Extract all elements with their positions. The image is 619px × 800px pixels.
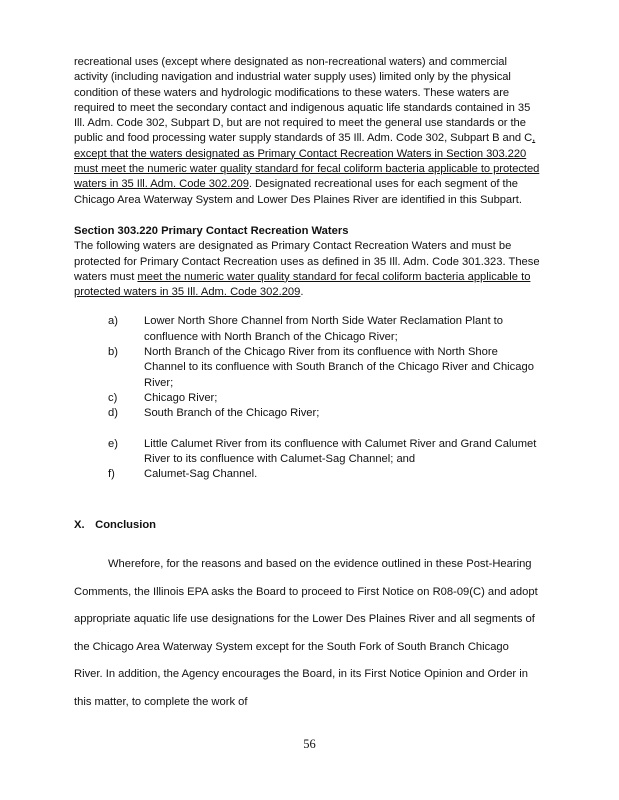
list-item xyxy=(74,406,540,421)
list-item-text: Chicago River; xyxy=(144,391,218,404)
section-text-1: The following waters are designated as Primary Contact Recreation Waters and must be protected for Primary Contact Recreation uses as defined in 35 Ill. Adm. Code 301.323. These waters must xyxy=(74,240,540,283)
list-item-text: Lower North Shore Channel from North Side Water Reclamation Plant to confluence with North Branch of the Chicago River; xyxy=(144,315,503,343)
list-item xyxy=(74,437,540,468)
page-number: 56 xyxy=(303,737,316,751)
intro-paragraph xyxy=(74,55,540,208)
intro-text-1: recreational uses (except where designated as non-recreational waters) and commercial activity (including navigation and industrial water supply uses) limited only by the physical condition of these waters and hydrologic modifications to these waters. These waters are required to meet the secondary contact and indigenous aquatic life standards contained in 35 Ill. Adm. Code 302, Subpart D, but are not required to meet the general use standards or the public and food processing water supply standards of 35 Ill. Adm. Code 302, Subpart B and C xyxy=(74,56,533,145)
waters-list xyxy=(74,314,540,482)
document-page xyxy=(74,55,540,716)
list-item-text: Calumet-Sag Channel. xyxy=(144,468,258,481)
list-item xyxy=(74,345,540,391)
intro-underlined-text: , except that the waters designated as Primary Contact Recreation Waters in Section 303.220 must meet the numeric water quality standard for fecal coliform bacteria applicable to protected waters in 35 Ill. Adm. Code 302.209 xyxy=(74,132,540,191)
section-paragraph xyxy=(74,239,540,300)
section-heading: Section 303.220 Primary Contact Recreation Waters xyxy=(74,224,349,237)
list-item xyxy=(74,467,540,482)
section-text-2: . xyxy=(300,286,304,299)
list-item-label: a) xyxy=(108,315,118,328)
list-item-label: d) xyxy=(108,407,118,420)
list-item-label: b) xyxy=(108,346,118,359)
list-item-label: f) xyxy=(108,468,115,481)
conclusion-number: X. xyxy=(74,519,85,532)
conclusion-paragraph: Wherefore, for the reasons and based on the evidence outlined in these Post-Hearing Comments, the Illinois EPA asks the Board to proceed to First Notice on R08-09(C) and adopt appropriate aquatic life use designations for the Lower Des Plaines River and all segments of the Chicago Area Waterway System except for the South Fork of South Branch Chicago River. In addition, the Agency encourages the Board, in its First Notice Opinion and Order in this matter, to complete the work of xyxy=(74,558,538,708)
list-item-text: North Branch of the Chicago River from its confluence with North Shore Channel to its confluence with South Branch of the Chicago River and Chicago River; xyxy=(144,346,534,389)
list-item-label: c) xyxy=(108,391,118,404)
section-underlined-text: meet the numeric water quality standard for fecal coliform bacteria applicable to protected waters in 35 Ill. Adm. Code 302.209 xyxy=(74,270,531,299)
list-item xyxy=(74,391,540,406)
list-item-label: e) xyxy=(108,437,118,450)
conclusion-title: Conclusion xyxy=(95,519,157,532)
list-item-text: Little Calumet River from its confluence with Calumet River and Grand Calumet River to its confluence with Calumet-Sag Channel; and xyxy=(144,437,537,465)
list-item xyxy=(74,314,540,345)
list-item-text: South Branch of the Chicago River; xyxy=(144,407,320,420)
conclusion-heading xyxy=(74,518,540,533)
intro-text-2: . Designated recreational uses for each segment of the Chicago Area Waterway System and Lower Des Plaines River are identified in this Subpart. xyxy=(74,178,522,206)
